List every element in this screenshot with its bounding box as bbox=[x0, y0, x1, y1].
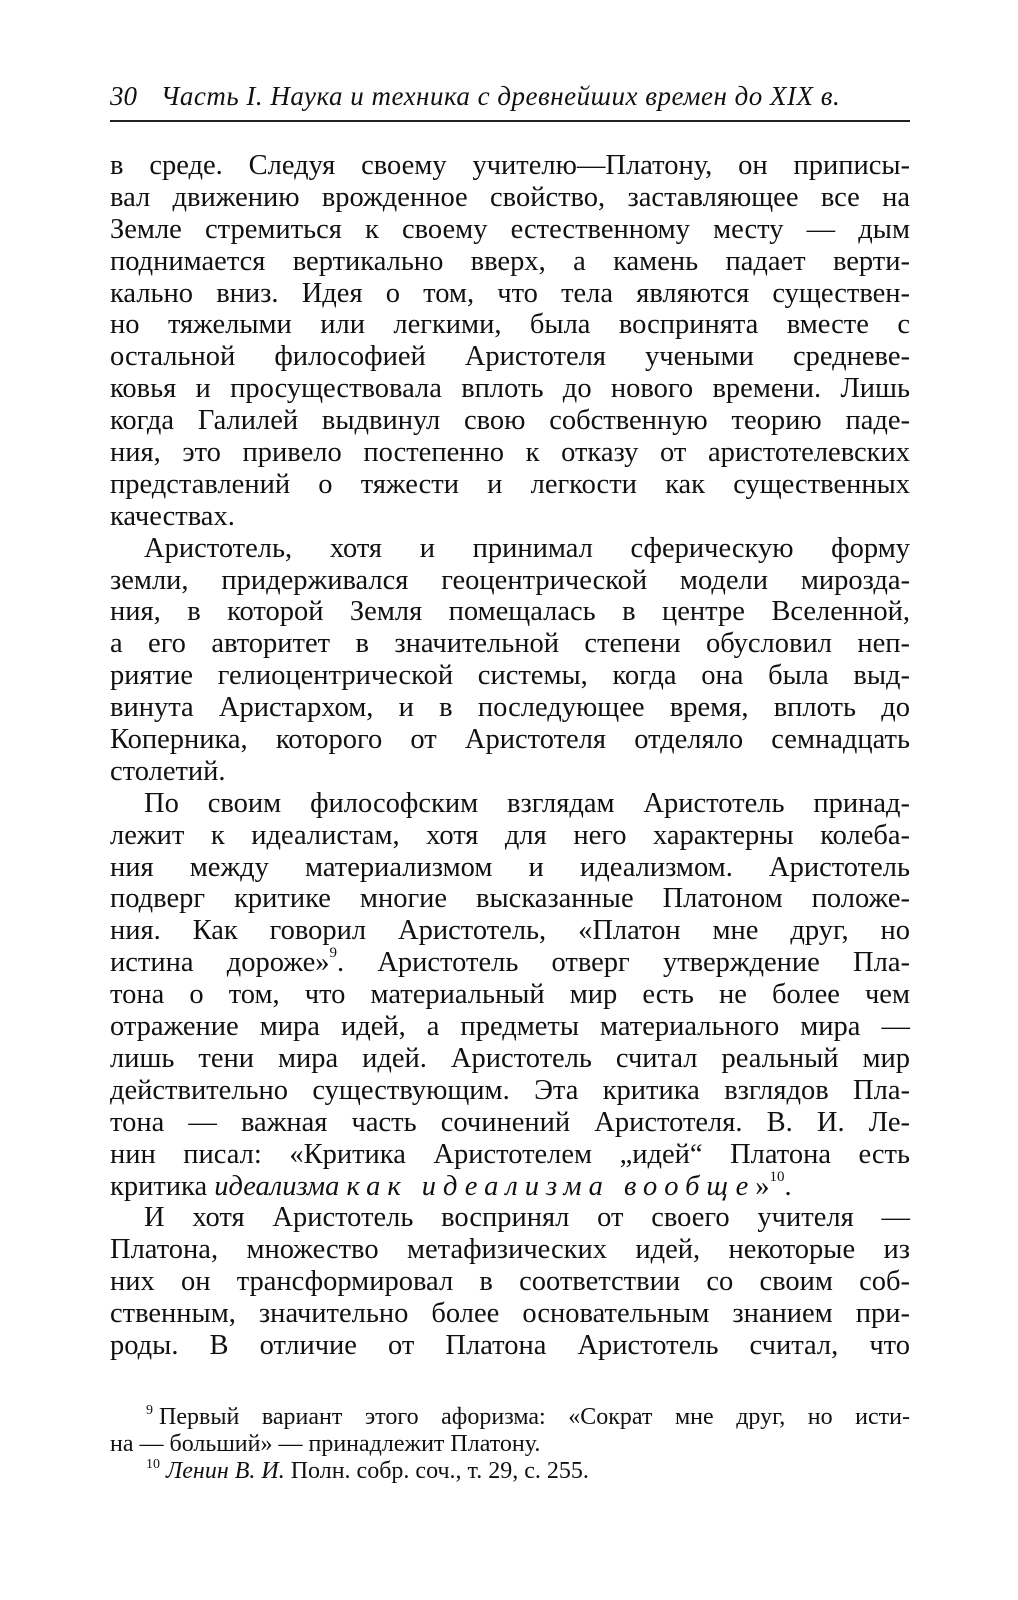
text-line: По своим философским взглядам Аристотель принад- bbox=[144, 787, 910, 819]
spaced-italic-text: как идеализма вообще bbox=[346, 1170, 756, 1202]
text-line: ния, в которой Земля помещалась в центре Вселенной, bbox=[110, 596, 910, 628]
text-line: в среде. Следуя своему учителю—Платону, он приписы- bbox=[110, 150, 910, 181]
text-line: роды. В отличие от Платона Аристотель считал, что bbox=[110, 1329, 910, 1361]
text-line: ния между материализмом и идеализмом. Аристотель bbox=[110, 851, 910, 883]
footnote-mark: 10 bbox=[146, 1457, 160, 1472]
text-line: подверг критике многие высказанные Платоном положе- bbox=[110, 883, 910, 915]
footnote-text: Полн. собр. соч., т. 29, с. 255. bbox=[284, 1458, 589, 1484]
text-line: ния, это привело постепенно к отказу от аристотелевских bbox=[110, 437, 910, 469]
text-line: земли, придерживался геоцентрической модели мирозда- bbox=[110, 564, 910, 596]
text-line: вал движению врожденное свойство, заставляющее все на bbox=[110, 181, 910, 213]
running-head-title: Часть I. Наука и техника с древнейших времен до XIX в. bbox=[160, 81, 841, 111]
text-line: тона — важная часть сочинений Аристотеля. В. И. Ле- bbox=[110, 1106, 910, 1138]
text-line: лишь тени мира идей. Аристотель считал реальный мир bbox=[110, 1042, 910, 1074]
running-header bbox=[110, 78, 910, 122]
text-segment: критика bbox=[110, 1170, 215, 1202]
text-line: них он трансформировал в соответствии со своим соб- bbox=[110, 1266, 910, 1298]
footnote-ref-10: 10 bbox=[769, 1168, 785, 1185]
text-line: ния. Как говорил Аристотель, «Платон мне друг, но bbox=[110, 915, 910, 947]
text-line: но тяжелыми или легкими, была воспринята вместе с bbox=[110, 309, 910, 341]
text-line: поднимается вертикально вверх, а камень падает верти- bbox=[110, 245, 910, 277]
text-line: когда Галилей выдвинул свою собственную теорию паде- bbox=[110, 405, 910, 437]
text-segment: . Аристотель отверг утверждение Пла- bbox=[336, 947, 910, 979]
paragraph-4 bbox=[110, 1202, 910, 1361]
footnote-text: Первый вариант этого афоризма: «Сократ мне друг, но исти- bbox=[159, 1404, 910, 1430]
text-line: Платона, множество метафизических идей, некоторые из bbox=[110, 1234, 910, 1266]
page-number: 30 bbox=[110, 81, 137, 111]
text-line: столетий. bbox=[110, 755, 226, 787]
text-line: Коперника, которого от Аристотеля отделяло семнадцать bbox=[110, 724, 910, 756]
text-line: винута Аристархом, и в последующее время, вплоть до bbox=[110, 692, 910, 724]
italic-text: идеализма bbox=[214, 1170, 340, 1202]
text-line: тона о том, что материальный мир есть не более чем bbox=[110, 979, 910, 1011]
main-text bbox=[110, 150, 910, 1362]
footnote-ref-9: 9 bbox=[329, 945, 337, 962]
text-line: И хотя Аристотель воспринял от своего учителя — bbox=[144, 1202, 910, 1234]
text-line: ственным, значительно более основательным знанием при- bbox=[110, 1298, 910, 1330]
text-line: представлений о тяжести и легкости как существенных bbox=[110, 468, 910, 500]
text-line: Земле стремиться к своему естественному месту — дым bbox=[110, 213, 910, 245]
text-line: лежит к идеалистам, хотя для него характерны колеба- bbox=[110, 819, 910, 851]
text-line: остальной философией Аристотеля учеными средневе- bbox=[110, 341, 910, 373]
text-segment: . bbox=[784, 1170, 792, 1202]
text-segment: истина дороже» bbox=[110, 947, 330, 979]
footnote-9-continued: на — больший» — принадлежит Платону. bbox=[110, 1431, 541, 1457]
text-line: риятие гелиоцентрической системы, когда она была выд- bbox=[110, 660, 910, 692]
footnote-9 bbox=[110, 1404, 910, 1431]
text-line: ковья и просуществовала вплоть до нового времени. Лишь bbox=[110, 373, 910, 405]
text-line: действительно существующим. Эта критика взглядов Пла- bbox=[110, 1074, 910, 1106]
footnote-author: Ленин В. И. bbox=[166, 1458, 285, 1484]
footnote-mark: 9 bbox=[146, 1403, 153, 1418]
text-line-with-footnote bbox=[110, 947, 910, 979]
paragraph-3 bbox=[110, 788, 910, 1203]
paragraph-1 bbox=[110, 150, 910, 533]
text-segment: » bbox=[755, 1170, 770, 1202]
footnotes bbox=[110, 1404, 910, 1485]
text-line: а его авторитет в значительной степени обусловил неп- bbox=[110, 628, 910, 660]
text-line: кально вниз. Идея о том, что тела являются существен- bbox=[110, 277, 910, 309]
text-line: Аристотель, хотя и принимал сферическую форму bbox=[144, 532, 910, 564]
footnote-10 bbox=[110, 1458, 910, 1485]
text-line-with-emphasis bbox=[110, 1168, 910, 1203]
paragraph-2 bbox=[110, 533, 910, 788]
text-line: нин писал: «Критика Аристотелем „идей“ Платона есть bbox=[110, 1138, 910, 1170]
text-line: качествах. bbox=[110, 500, 235, 532]
text-line: отражение мира идей, а предметы материального мира — bbox=[110, 1011, 910, 1043]
